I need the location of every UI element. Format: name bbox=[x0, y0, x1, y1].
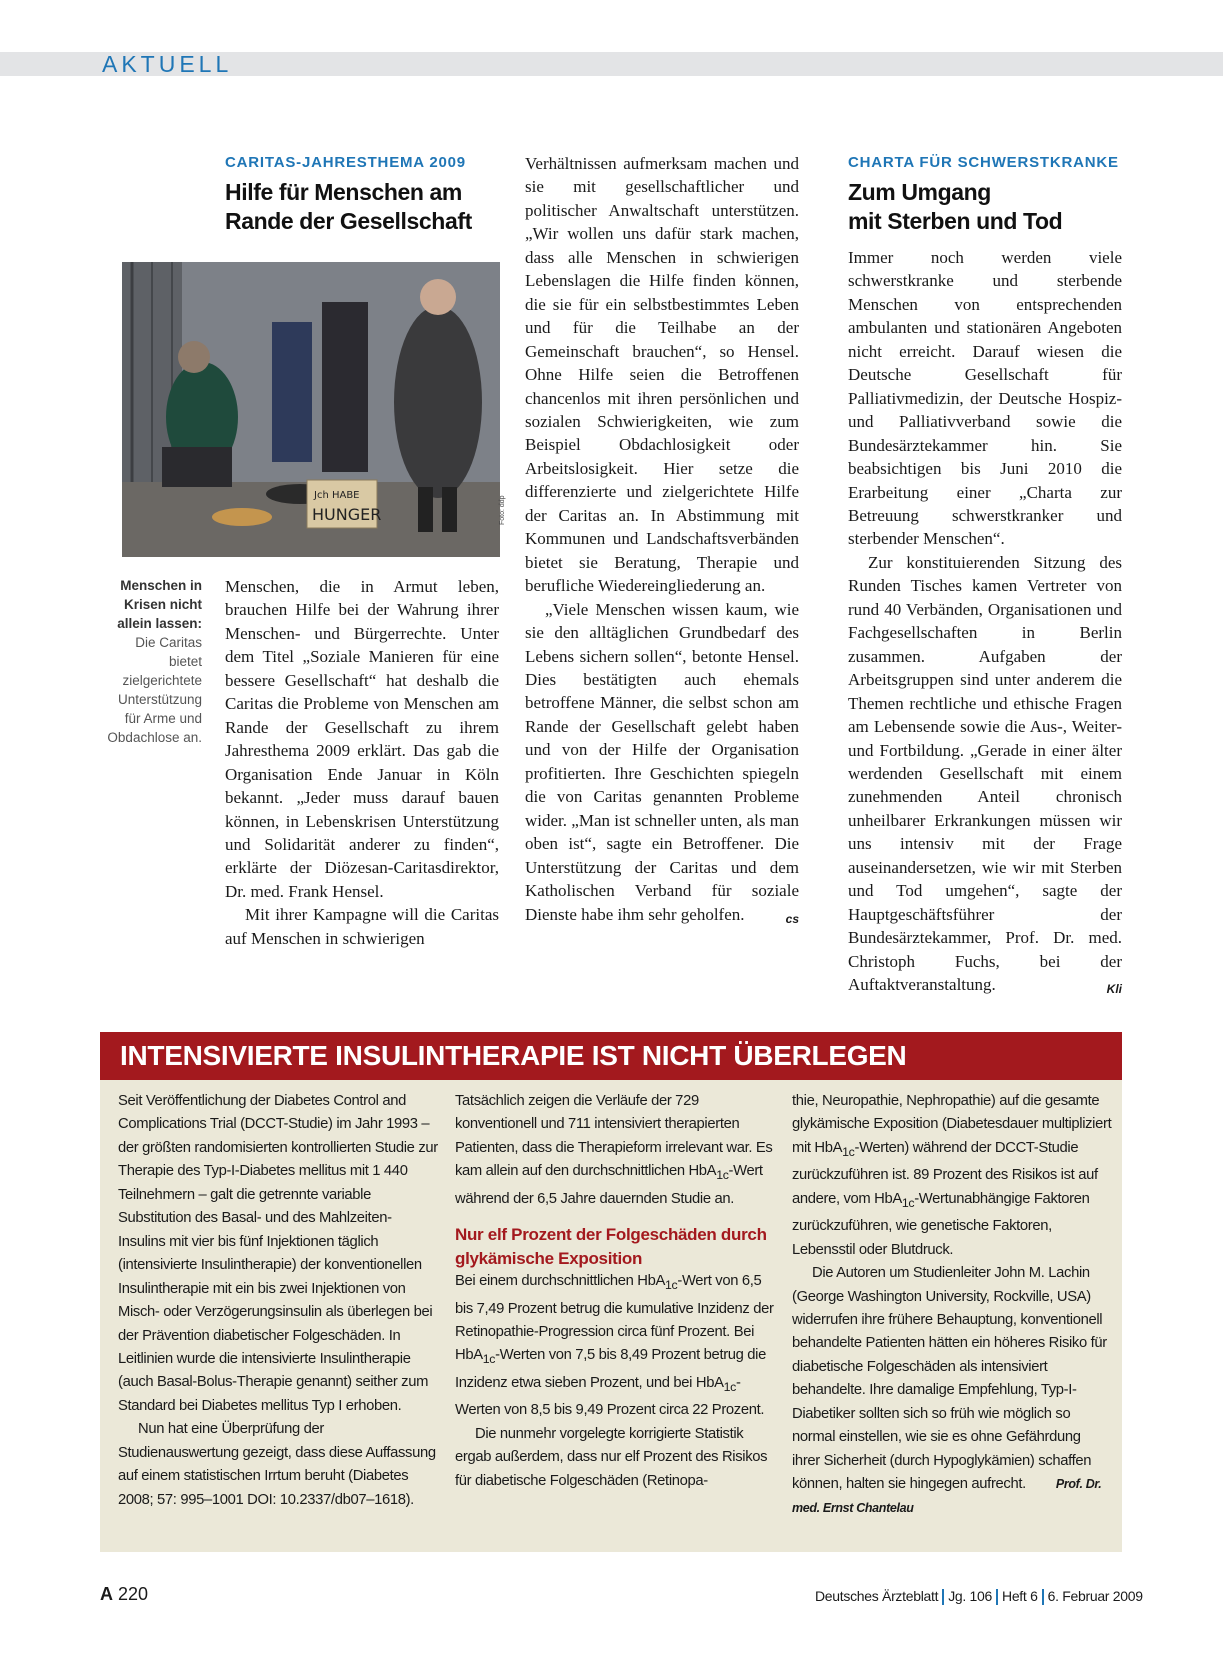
box-col3-paragraph bbox=[792, 1090, 1112, 1262]
article1-col2-paragraph: Verhältnissen aufmerksam machen und sie mit gesellschaftlicher und politischer Anwaltschaft unterstützen. „Wir wollen uns dafür stark machen, dass alle Menschen in schwierigen Lebenslagen die Hilfe finden können, die sie für ein selbstbestimmtes Leben und für die Teilhabe an der Gemeinschaft brauchen“, so Hensel. Ohne Hilfe seien die Betroffenen chancenlos mit ihren persönlichen und sozialen Schwierigkeiten, wie zum Beispiel Obdachlosigkeit oder Arbeitslosigkeit. Hier setze die differenzierte und zielgerichtete Hilfe der Caritas an. In Abstimmung mit Kommunen und Landschaftsverbänden bietet sie Beratung, Therapie und berufliche Wiedereingliederung an. bbox=[525, 154, 799, 596]
article1-headline-line2: Rande der Gesellschaft bbox=[225, 208, 472, 234]
article1-headline-line1: Hilfe für Menschen am bbox=[225, 179, 462, 205]
box-text: thie, Neuropathie, Nephropathie) auf die gesamte glykämische Exposition (Diabetesdauer multipliziert mit HbA bbox=[792, 1093, 1112, 1156]
homeless-photo-illustration bbox=[122, 262, 500, 557]
photo-credit: Foto: ddp bbox=[499, 495, 506, 525]
separator bbox=[942, 1589, 944, 1605]
box-subheading: Nur elf Prozent der Folgeschäden durch glykämische Exposition bbox=[455, 1225, 767, 1268]
svg-text:HUNGER: HUNGER bbox=[312, 505, 382, 524]
article1-column1 bbox=[225, 575, 499, 950]
box-column1 bbox=[118, 1090, 438, 1512]
journal-name: Deutsches Ärzteblatt bbox=[815, 1588, 939, 1604]
article2-kicker: CHARTA FÜR SCHWERSTKRANKE bbox=[848, 154, 1119, 171]
box-text: -Werten) während der DCCT-Studie zurückzuführen ist. 89 Prozent des Risikos ist auf andere, vom HbA bbox=[792, 1139, 1098, 1207]
article1-headline bbox=[225, 178, 472, 236]
journal-date: 6. Februar 2009 bbox=[1047, 1588, 1143, 1604]
box-column3 bbox=[792, 1090, 1112, 1520]
article1-col2-paragraph bbox=[525, 598, 799, 926]
article2-headline bbox=[848, 178, 1062, 236]
article1-kicker: CARITAS-JAHRESTHEMA 2009 bbox=[225, 154, 466, 171]
box-sub: 1c bbox=[842, 1144, 855, 1159]
box-col2-paragraph: Die nunmehr vorgelegte korrigierte Statistik ergab außerdem, dass nur elf Prozent des Risikos für diabetische Folgeschäden (Retinopa- bbox=[455, 1425, 768, 1489]
article2-headline-line1: Zum Umgang bbox=[848, 179, 991, 205]
box-sub: 1c bbox=[723, 1379, 736, 1394]
article2-body bbox=[848, 246, 1122, 1002]
box-sub: 1c bbox=[665, 1278, 678, 1293]
box-text: Bei einem durchschnittlichen HbA bbox=[455, 1273, 666, 1290]
insulin-box-title: INTENSIVIERTE INSULINTHERAPIE IST NICHT ÜBERLEGEN bbox=[120, 1040, 907, 1071]
box-text: -Wert von 6,5 bis 7,49 Prozent betrug die kumulative Inzidenz der Retinopathie-Progression circa fünf Prozent. Bei HbA bbox=[455, 1273, 774, 1364]
article2-signature: Kli bbox=[1106, 982, 1122, 997]
box-col2-paragraph bbox=[455, 1270, 775, 1423]
box-col1-paragraph: Seit Veröffentlichung der Diabetes Control and Complications Trial (DCCT-Studie) im Jahr 1993 – der größten randomisierten kontrollierten Studie zur Therapie des Typ-I-Diabetes mellitus mit 1 440 Teilnehmern – galt die getrennte variable Substitution des Basal- und des Mahlzeiten-Insulins mit vier bis fünf Injektionen täglich (intensivierte Insulintherapie) der konventionellen Insulintherapie mit ein bis zwei Injektionen von Misch- oder Verzögerungsinsulin als überlegen bei der Prävention diabetischer Folgeschäden. In Leitlinien wurde die intensivierte Insulintherapie (auch Basal-Bolus-Therapie genannt) seither zum Standard bei Diabetes mellitus Typ I erhoben. bbox=[118, 1093, 438, 1414]
journal-info bbox=[815, 1586, 1143, 1606]
journal-issue: Heft 6 bbox=[1002, 1588, 1038, 1604]
box-col2-paragraph bbox=[455, 1090, 775, 1211]
photo-caption bbox=[100, 576, 202, 747]
article2-headline-line2: mit Sterben und Tod bbox=[848, 208, 1063, 234]
article2-paragraph: Immer noch werden viele schwerstkranke und sterbende Menschen von entsprechenden ambulanten und stationären Angeboten nicht erreicht. Darauf wiesen die Deutsche Gesellschaft für Palliativmedizin, der Deutsche Hospiz- und Palliativverband sowie die Bundesärztekammer hin. Sie beabsichtigen bis Juni 2010 die Erarbeitung einer „Charta zur Betreuung schwerstkranker und sterbender Menschen“. bbox=[848, 248, 1122, 549]
separator bbox=[1042, 1589, 1044, 1605]
article2-paragraph bbox=[848, 551, 1122, 997]
box-text: Die Autoren um Studienleiter John M. Lachin (George Washington University, Rockville, USA) widerrufen ihre frühere Behauptung, konventionell behandelte Patienten hätten ein höheres Risiko für diabetische Folgeschäden als intensiviert behandelte. Ihre damalige Empfehlung, Typ-I-Diabetiker sollten sich so früh wie möglich so normal einstellen, wie sie es ohne Gefährdung ihrer Sicherheit (durch Hypoglykämien) schaffen können, halten sie hingegen aufrecht. bbox=[792, 1265, 1107, 1493]
journal-volume: Jg. 106 bbox=[948, 1588, 993, 1604]
box-sub: 1c bbox=[716, 1168, 729, 1183]
article1-col1-paragraph: Menschen, die in Armut leben, brauchen Hilfe bei der Wahrung ihrer Menschen- und Bürgerrechte. Unter dem Titel „Soziale Manieren für eine bessere Gesellschaft“ hat deshalb die Caritas die Probleme von Menschen am Rande der Gesellschaft zu ihrem Jahresthema 2009 erklärt. Das gab die Organisation Ende Januar in Köln bekannt. „Jeder muss darauf bauen können, in Lebenskrisen Unterstützung und Solidarität anderer zu finden“, erklärte der Diözesan-Caritasdirektor, Dr. med. Frank Hensel. bbox=[225, 577, 499, 901]
box-signature: Prof. Dr. med. Ernst Chantelau bbox=[792, 1477, 1102, 1515]
box-sub: 1c bbox=[482, 1352, 496, 1367]
box-text: Tatsächlich zeigen die Verläufe der 729 konventionell und 711 intensiviert therapierten Patienten, dass die Therapieform irrelevant war. Es kam allein auf den durchschnittlichen HbA bbox=[455, 1093, 773, 1180]
article1-col1-paragraph: Mit ihrer Kampagne will die Caritas auf Menschen in schwierigen bbox=[225, 905, 499, 948]
separator bbox=[996, 1589, 998, 1605]
box-text: -Wertunabhängige Faktoren zurückzuführen, wie genetische Faktoren, Lebensstil oder Blutdruck. bbox=[792, 1190, 1090, 1258]
svg-text:Jch HABE: Jch HABE bbox=[314, 490, 360, 501]
box-col3-paragraph bbox=[792, 1262, 1112, 1520]
box-text: -Wert während der 6,5 Jahre dauernden Studie an. bbox=[455, 1163, 763, 1207]
page-prefix: A bbox=[100, 1584, 113, 1604]
article1-column2 bbox=[525, 152, 799, 931]
photo-caption-bold: Menschen in Krisen nicht allein lassen: bbox=[117, 578, 202, 631]
photo-caption-text: Die Caritas bietet zielgerichtete Unterstützung für Arme und Obdachlose an. bbox=[107, 635, 202, 745]
box-col1-paragraph: Nun hat eine Überprüfung der Studienauswertung gezeigt, dass diese Auffassung auf einem statistischen Irrtum beruht (Diabetes 2008; 57: 995–1001 DOI: 10.2337/db07–1618). bbox=[118, 1421, 436, 1508]
box-sub: 1c bbox=[901, 1195, 915, 1210]
box-text: -Werten von 7,5 bis 8,49 Prozent betrug die Inzidenz etwa sieben Prozent, und bei HbA bbox=[455, 1347, 766, 1391]
article1-signature: cs bbox=[785, 911, 799, 926]
box-column2 bbox=[455, 1090, 775, 1493]
box-text: -Werten von 8,5 bis 9,49 Prozent circa 22 Prozent. bbox=[455, 1374, 765, 1419]
page-number-value: 220 bbox=[118, 1584, 149, 1604]
section-label: AKTUELL bbox=[102, 51, 233, 77]
article1-photo bbox=[122, 262, 500, 557]
page-number bbox=[100, 1582, 148, 1606]
article1-col2-text: „Viele Menschen wissen kaum, wie sie den alltäglichen Grundbedarf des Lebens sichern sollen“, betonte Hensel. Dies bestätigten auch ehemals betroffene Männer, die selbst schon am Rande der Gesellschaft gelebt haben und von der Hilfe der Organisation profitierten. Ihre Geschichten spiegeln die von Caritas genannten Probleme wider. „Man ist schneller unten, als man oben ist“, sagte ein Betroffener. Die Unterstützung der Caritas und dem Katholischen Verband für soziale Dienste habe ihm sehr geholfen. bbox=[525, 599, 799, 924]
article2-text: Zur konstituierenden Sitzung des Runden Tisches kamen Vertreter von rund 40 Verbänden, Organisationen und Fachgesellschaften in Berlin zusammen. Aufgaben der Arbeitsgruppen sind unter anderem die Themen rechtliche und ethische Fragen am Lebensende sowie die Aus-, Weiter- und Fortbildung. „Gerade in einer älter werdenden Gesellschaft mit einem zunehmenden Anteil chronisch unheilbarer Erkrankungen müssen wir uns intensiv mit der Frage auseinandersetzen, wie wir mit Sterben und Tod umgehen“, sagte der Hauptgeschäftsführer der Bundesärztekammer, Prof. Dr. med. Christoph Fuchs, bei der Auftaktveranstaltung. bbox=[848, 552, 1122, 995]
